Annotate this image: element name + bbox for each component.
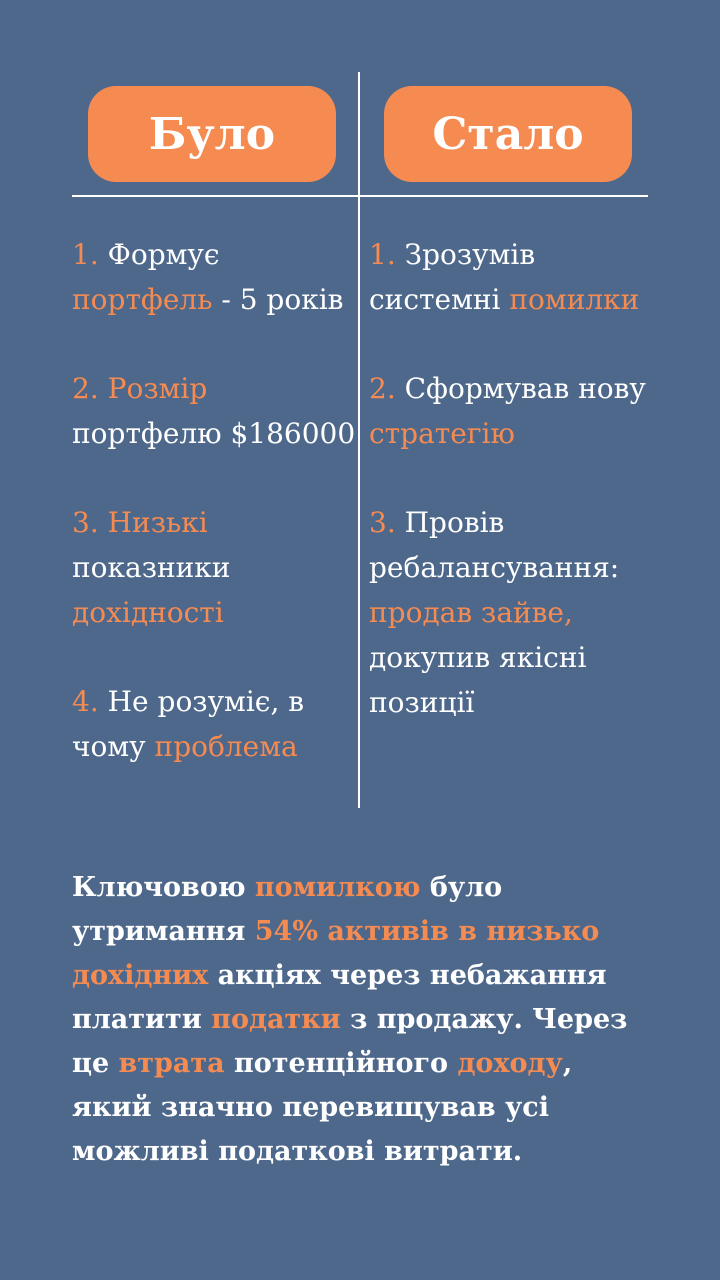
- summary-line-7: [72, 1130, 662, 1174]
- before-item-1-number: 1.: [72, 238, 99, 271]
- summary-text-6: з продажу. Через: [350, 1004, 628, 1035]
- after-item-1-highlight: помилки: [509, 283, 640, 316]
- after-item-3-text-b: ребалансування:: [369, 551, 620, 584]
- after-item-1: [369, 232, 669, 322]
- after-item-3-number: 3.: [369, 506, 396, 539]
- after-item-3-text-a: Провів: [404, 506, 505, 539]
- before-item-3-highlight-a: Низькі: [107, 506, 208, 539]
- before-item-2-text: портфелю $186000: [72, 417, 356, 450]
- after-item-3-highlight: продав зайве,: [369, 596, 573, 629]
- before-item-4-text-b: чому: [72, 730, 146, 763]
- after-item-2-number: 2.: [369, 372, 396, 405]
- before-item-3-number: 3.: [72, 506, 99, 539]
- summary-highlight-3: дохідних: [72, 960, 209, 991]
- summary-line-6: [72, 1086, 662, 1130]
- summary-highlight-2: 54% активів в низько: [254, 916, 600, 947]
- after-item-2-highlight: стратегію: [369, 417, 515, 450]
- before-header-badge: [88, 86, 336, 182]
- summary-text-10: який значно перевищував усі: [72, 1092, 549, 1123]
- after-header-badge: [384, 86, 632, 182]
- after-item-2-text: Сформував нову: [404, 372, 646, 405]
- after-item-3: [369, 500, 669, 725]
- after-column: [369, 232, 669, 769]
- column-divider-vertical: [358, 72, 360, 808]
- summary-text-1: Ключовою: [72, 872, 246, 903]
- before-column: [72, 232, 357, 813]
- before-item-2-number: 2.: [72, 372, 99, 405]
- summary-line-2: [72, 910, 662, 954]
- before-item-1-text-a: Формує: [107, 238, 220, 271]
- summary-highlight-4: податки: [211, 1004, 341, 1035]
- summary-text-7: це: [72, 1048, 110, 1079]
- after-item-1-number: 1.: [369, 238, 396, 271]
- summary-line-3: [72, 954, 662, 998]
- before-item-1: [72, 232, 357, 322]
- header-divider-horizontal: [72, 195, 648, 197]
- summary-text-9: ,: [562, 1048, 573, 1079]
- after-item-2: [369, 366, 669, 456]
- before-item-1-text-b: - 5 років: [221, 283, 344, 316]
- summary-paragraph: [72, 866, 662, 1174]
- summary-highlight-5: втрата: [118, 1048, 225, 1079]
- summary-text-8: потенційного: [234, 1048, 449, 1079]
- before-item-4: [72, 679, 357, 769]
- after-item-3-text-d: позиції: [369, 686, 475, 719]
- summary-line-4: [72, 998, 662, 1042]
- summary-text-3: утримання: [72, 916, 246, 947]
- after-header-label: Стало: [432, 108, 584, 160]
- after-item-1-text-a: Зрозумів: [404, 238, 536, 271]
- before-item-3: [72, 500, 357, 635]
- summary-line-5: [72, 1042, 662, 1086]
- after-item-1-text-b: системні: [369, 283, 501, 316]
- summary-highlight-6: доходу: [457, 1048, 563, 1079]
- summary-text-2: було: [429, 872, 503, 903]
- summary-text-5: платити: [72, 1004, 202, 1035]
- before-item-4-number: 4.: [72, 685, 99, 718]
- summary-line-1: [72, 866, 662, 910]
- before-item-3-text: показники: [72, 551, 231, 584]
- summary-text-4: акціях через небажання: [217, 960, 607, 991]
- before-item-4-text-a: Не розуміє, в: [107, 685, 305, 718]
- before-header-label: Було: [148, 108, 276, 160]
- after-item-3-text-c: докупив якісні: [369, 641, 587, 674]
- summary-highlight-1: помилкою: [254, 872, 421, 903]
- before-item-2: [72, 366, 357, 456]
- before-item-2-highlight: Розмір: [107, 372, 208, 405]
- summary-text-11: можливі податкові витрати.: [72, 1136, 523, 1167]
- before-item-4-highlight: проблема: [154, 730, 298, 763]
- before-item-3-highlight-b: дохідності: [72, 596, 224, 629]
- before-item-1-highlight: портфель: [72, 283, 213, 316]
